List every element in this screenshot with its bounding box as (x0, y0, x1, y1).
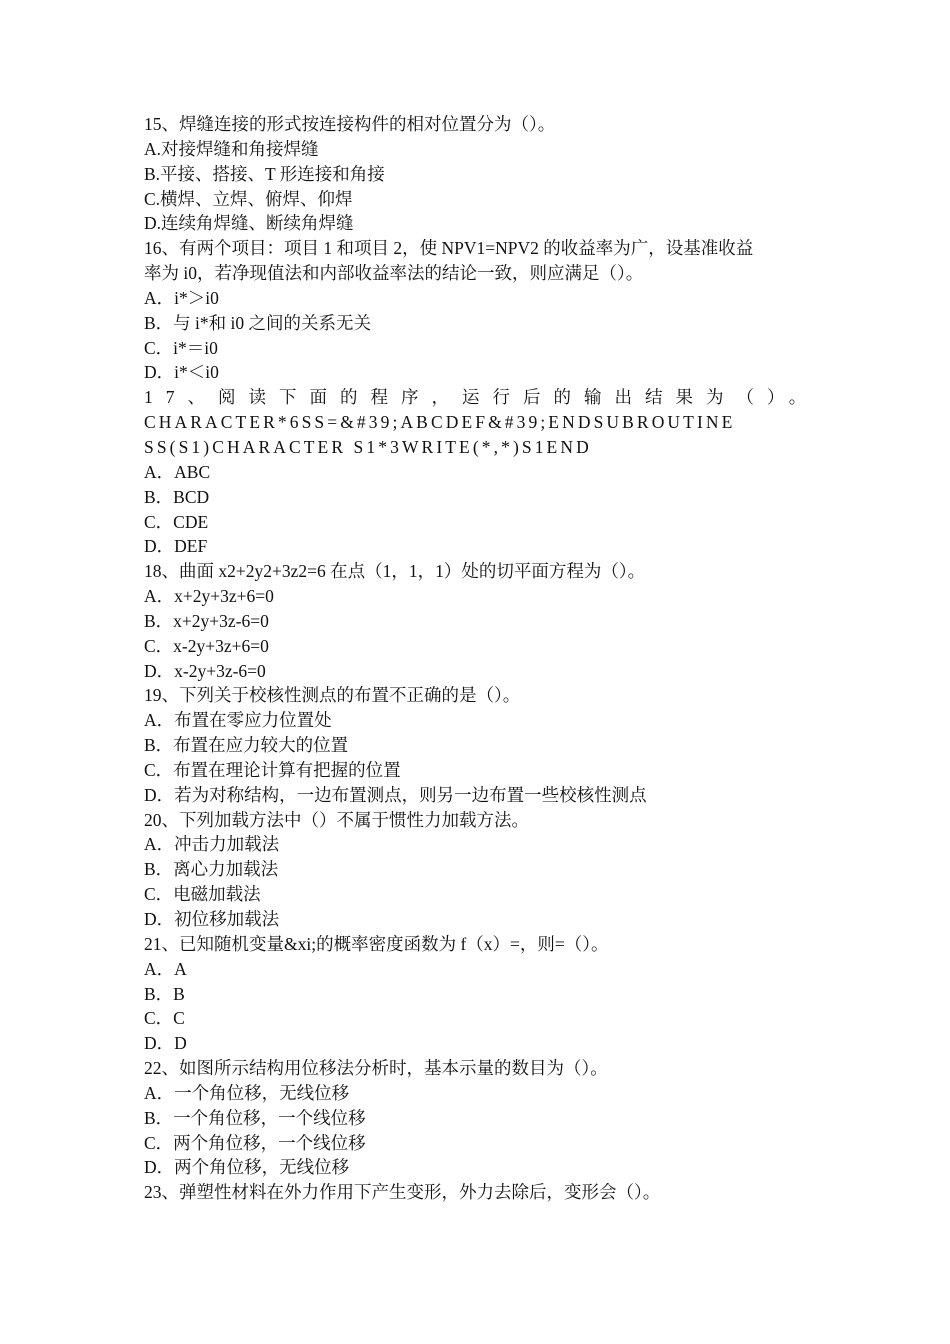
question-19-option-c: C．布置在理论计算有把握的位置 (144, 759, 401, 780)
document-body (144, 112, 820, 1205)
question-16-option-b: B．与 i*和 i0 之间的关系无关 (144, 312, 372, 333)
question-17-option-d: D．DEF (144, 536, 208, 557)
question-18-option-a: A．x+2y+3z+6=0 (144, 586, 274, 607)
question-18-option-c: C．x-2y+3z+6=0 (144, 635, 269, 656)
question-17-option-b: B．BCD (144, 486, 210, 507)
question-21-option-d: D．D (144, 1033, 187, 1054)
question-20-option-a: A．冲击力加载法 (144, 834, 280, 855)
question-17-stem: 17、阅读下面的程序，运行后的输出结果为（）。 (144, 387, 820, 408)
question-19-stem: 19、下列关于校核性测点的布置不正确的是（）。 (144, 685, 521, 706)
question-20-option-b: B．离心力加载法 (144, 859, 279, 880)
question-16-stem-line-2: 率为 i0，若净现值法和内部收益率法的结论一致，则应满足（）。 (144, 263, 644, 284)
question-21-option-b: B．B (144, 983, 185, 1004)
question-16-option-a: A．i*＞i0 (144, 287, 219, 308)
question-15-option-c: C.横焊、立焊、俯焊、仰焊 (144, 188, 353, 209)
question-15-option-b: B.平接、搭接、T 形连接和角接 (144, 163, 385, 184)
question-18-option-b: B．x+2y+3z-6=0 (144, 610, 269, 631)
question-22-stem: 22、如图所示结构用位移法分析时，基本示量的数目为（）。 (144, 1058, 608, 1079)
question-21-option-c: C．C (144, 1008, 185, 1029)
question-17-code-line-2: SS(S1)CHARACTER S1*3WRITE(*,*)S1END (144, 436, 592, 457)
question-16-option-d: D．i*＜i0 (144, 362, 219, 383)
question-20-option-d: D．初位移加载法 (144, 909, 280, 929)
question-22-option-d: D．两个角位移，无线位移 (144, 1157, 350, 1178)
question-19-option-b: B．布置在应力较大的位置 (144, 735, 349, 756)
question-16-option-c: C．i*＝i0 (144, 337, 218, 358)
question-17-option-a: A．ABC (144, 461, 211, 482)
question-16-stem-line-1: 16、有两个项目：项目 1 和项目 2，使 NPV1=NPV2 的收益率为广，设基准收益 (144, 238, 754, 259)
question-15-option-d: D.连续角焊缝、断续角焊缝 (144, 213, 354, 234)
question-15-stem: 15、焊缝连接的形式按连接构件的相对位置分为（）。 (144, 114, 556, 134)
question-22-option-b: B．一个角位移，一个线位移 (144, 1107, 366, 1128)
question-19-option-d: D．若为对称结构，一边布置测点，则另一边布置一些校核性测点 (144, 784, 647, 805)
question-22-option-c: C．两个角位移，一个线位移 (144, 1132, 366, 1153)
question-20-option-c: C．电磁加载法 (144, 884, 261, 905)
question-21-option-a: A．A (144, 958, 187, 979)
question-23-stem: 23、弹塑性材料在外力作用下产生变形，外力去除后，变形会（）。 (144, 1182, 661, 1203)
question-19-option-a: A．布置在零应力位置处 (144, 710, 332, 731)
question-22-option-a: A．一个角位移，无线位移 (144, 1082, 350, 1103)
question-18-stem: 18、曲面 x2+2y2+3z2=6 在点（1，1，1）处的切平面方程为（）。 (144, 561, 646, 582)
question-17-option-c: C．CDE (144, 511, 209, 532)
question-20-stem: 20、下列加载方法中（）不属于惯性力加载方法。 (144, 809, 529, 830)
question-15-option-a: A.对接焊缝和角接焊缝 (144, 138, 319, 159)
question-17-code-line-1: CHARACTER*6SS=&#39;ABCDEF&#39;ENDSUBROUTINE (144, 412, 736, 433)
question-18-option-d: D．x-2y+3z-6=0 (144, 660, 266, 681)
question-21-stem: 21、已知随机变量&xi;的概率密度函数为 f（x）=，则=（）。 (144, 933, 609, 954)
